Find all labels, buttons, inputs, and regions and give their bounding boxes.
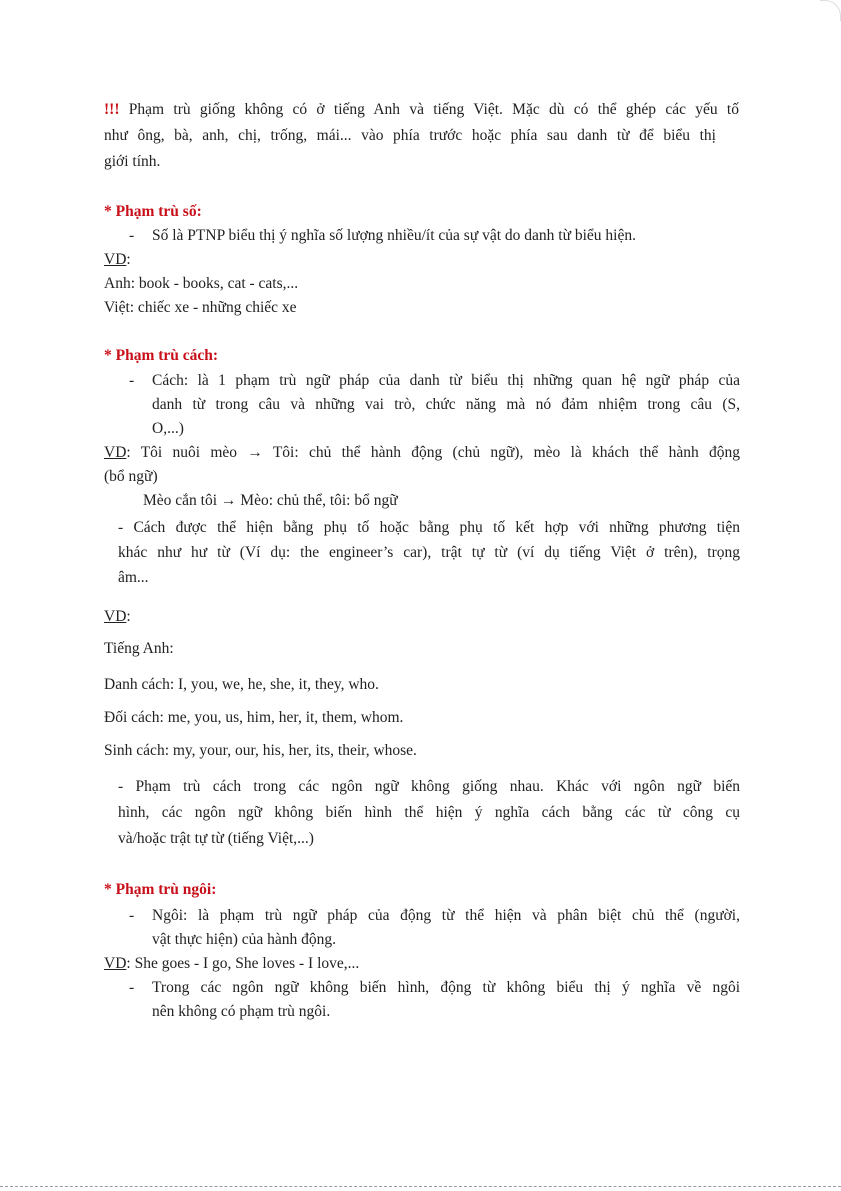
cach-bullet-line-3: O,...): [152, 420, 184, 437]
exclamation-marker: !!!: [104, 101, 120, 118]
cach-para2-line-1: - Phạm trù cách trong các ngôn ngữ không giống nhau. Khác với ngôn ngữ biến: [118, 778, 740, 795]
heading-pham-tru-ngoi: * Phạm trù ngôi:: [104, 881, 217, 898]
bullet-dash: -: [129, 907, 135, 924]
cach-vd2-label: [104, 605, 131, 629]
vd-label: VD: [104, 444, 127, 461]
note-line-1: [104, 98, 739, 122]
bullet-dash: -: [129, 372, 135, 389]
ngoi-vd-text: : She goes - I go, She loves - I love,...: [126, 955, 360, 972]
vd-colon: :: [126, 251, 131, 268]
cach-bullet-line-2: danh từ trong câu và những vai trò, chức năng mà nó đảm nhiệm trong câu (S,: [152, 396, 740, 413]
ngoi-bullet1-line-2: vật thực hiện) của hành động.: [152, 931, 337, 948]
note-line-3: giới tính.: [104, 153, 161, 170]
ngoi-vd: [104, 952, 359, 976]
so-example-viet: Việt: chiếc xe - những chiếc xe: [104, 299, 297, 316]
vd-colon: :: [126, 608, 131, 625]
heading-pham-tru-cach: * Phạm trù cách:: [104, 347, 219, 364]
cach-para1-line-1: - Cách được thể hiện bằng phụ tố hoặc bằng phụ tố kết hợp với những phương tiện: [118, 519, 740, 536]
doi-cach: Đối cách: me, you, us, him, her, it, them, whom.: [104, 709, 404, 726]
so-vd-label: [104, 248, 131, 272]
note-line-2: như ông, bà, anh, chị, trống, mái... vào phía trước hoặc phía sau danh từ để biểu thị: [104, 127, 716, 144]
tieng-anh-label: Tiếng Anh:: [104, 640, 174, 657]
cach-para2-line-3: và/hoặc trật tự từ (tiếng Việt,...): [118, 830, 314, 847]
cach-vd1-text: : Tôi nuôi mèo → Tôi: chủ thể hành động (chủ ngữ), mèo là khách thể hành động: [126, 444, 740, 461]
cach-para2-line-2: hình, các ngôn ngữ không biến hình thể hiện ý nghĩa cách bằng các từ công cụ: [118, 804, 740, 821]
danh-cach: Danh cách: I, you, we, he, she, it, they, who.: [104, 676, 379, 693]
cach-vd1-line-2: (bổ ngữ): [104, 468, 158, 485]
page-bottom-border: [0, 1186, 841, 1187]
cach-vd1-line-1: [104, 441, 740, 465]
ngoi-bullet1-line-1: Ngôi: là phạm trù ngữ pháp của động từ thể hiện và phân biệt chủ thể (người,: [152, 907, 740, 924]
so-bullet: Số là PTNP biểu thị ý nghĩa số lượng nhiều/ít của sự vật do danh từ biểu hiện.: [152, 227, 636, 244]
heading-pham-tru-so: * Phạm trù số:: [104, 203, 202, 220]
sinh-cach: Sinh cách: my, your, our, his, her, its, their, whose.: [104, 742, 417, 759]
cach-bullet-line-1: Cách: là 1 phạm trù ngữ pháp của danh từ biểu thị những quan hệ ngữ pháp của: [152, 372, 740, 389]
vd-label: VD: [104, 955, 127, 972]
ngoi-bullet2-line-1: Trong các ngôn ngữ không biến hình, động từ không biểu thị ý nghĩa về ngôi: [152, 979, 740, 996]
note-line-1-text: Phạm trù giống không có ở tiếng Anh và tiếng Việt. Mặc dù có thể ghép các yếu tố: [119, 101, 739, 118]
bullet-dash: -: [129, 227, 135, 244]
vd-label: VD: [104, 608, 127, 625]
vd-label: VD: [104, 251, 127, 268]
ngoi-bullet2-line-2: nên không có phạm trù ngôi.: [152, 1003, 331, 1020]
page-corner: [820, 0, 841, 21]
bullet-dash: -: [129, 979, 135, 996]
cach-para1-line-2: khác như hư từ (Ví dụ: the engineer’s car), trật tự từ (ví dụ tiếng Việt ở trên), trọng: [118, 544, 740, 561]
cach-para1-line-3: âm...: [118, 569, 149, 586]
so-example-anh: Anh: book - books, cat - cats,...: [104, 275, 299, 292]
cach-vd2: Mèo cắn tôi → Mèo: chủ thể, tôi: bổ ngữ: [143, 492, 398, 509]
